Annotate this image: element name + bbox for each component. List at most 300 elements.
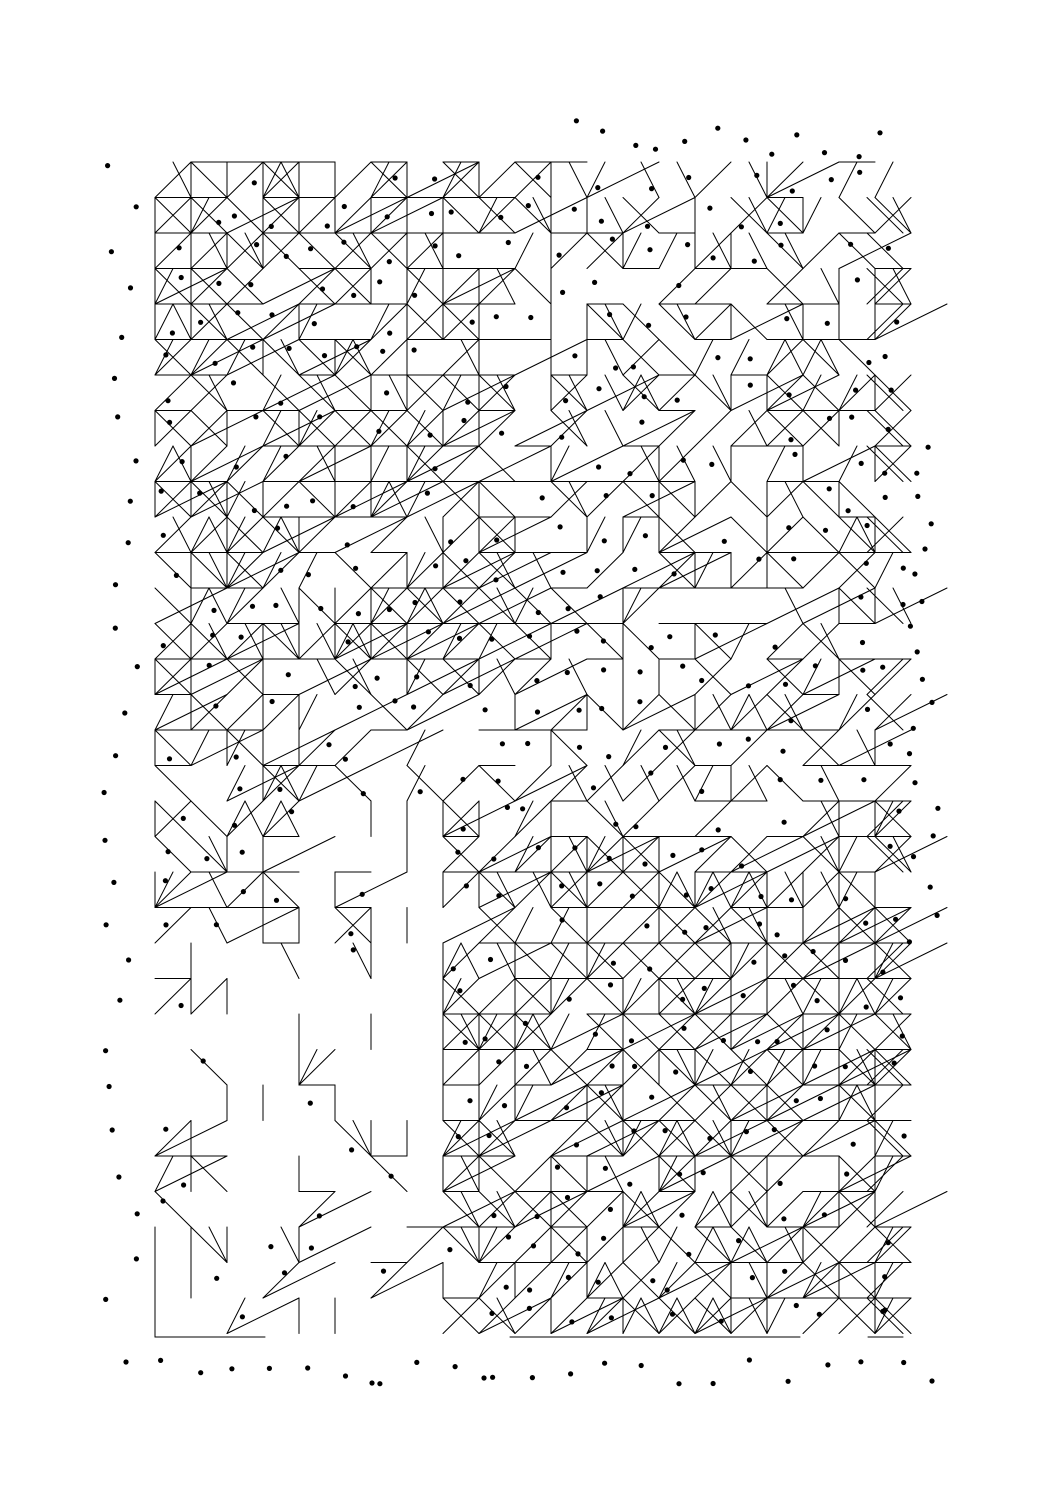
dot (377, 1381, 382, 1386)
dot (117, 998, 122, 1003)
dot (900, 1033, 905, 1038)
dot (354, 344, 359, 349)
dot (282, 1270, 287, 1275)
dot (920, 677, 925, 682)
dot (309, 1245, 314, 1250)
dot (387, 331, 392, 336)
dot (883, 495, 888, 500)
dot (825, 321, 830, 326)
dot (757, 921, 762, 926)
dot (681, 1026, 686, 1031)
dot (639, 420, 644, 425)
dot (788, 718, 793, 723)
dot (214, 922, 219, 927)
dot (715, 126, 720, 131)
dot (858, 1359, 863, 1364)
dot (670, 1312, 675, 1317)
dot (231, 380, 236, 385)
dot (607, 856, 612, 861)
dot (325, 223, 330, 228)
dot (815, 998, 820, 1003)
dot (822, 150, 827, 155)
dot (269, 312, 274, 317)
dot (493, 577, 498, 582)
dot (843, 896, 848, 901)
dot (746, 737, 751, 742)
dot (752, 259, 757, 264)
dot (534, 678, 539, 683)
dot (888, 741, 893, 746)
dot (380, 349, 385, 354)
dot (755, 1039, 760, 1044)
dot (670, 853, 675, 858)
dot (275, 526, 280, 531)
dot (306, 572, 311, 577)
dot (604, 493, 609, 498)
dot (252, 508, 257, 513)
dot (540, 495, 545, 500)
dot (432, 466, 437, 471)
dot (113, 753, 118, 758)
dot (857, 170, 862, 175)
dot (667, 634, 672, 639)
dot (165, 398, 170, 403)
dot (216, 281, 221, 286)
dot (610, 237, 615, 242)
dot (685, 242, 690, 247)
dot (912, 571, 917, 576)
dot (886, 246, 891, 251)
dot (527, 1306, 532, 1311)
dot (675, 398, 680, 403)
dot (268, 1244, 273, 1249)
dot (135, 1211, 140, 1216)
dot (825, 1027, 830, 1032)
dot (253, 414, 258, 419)
dot (823, 528, 828, 533)
dot (483, 707, 488, 712)
dot (113, 582, 118, 587)
dot (931, 833, 936, 838)
dot (613, 822, 618, 827)
dot (715, 355, 720, 360)
dot (644, 923, 649, 928)
dot (754, 173, 759, 178)
dot (133, 458, 138, 463)
dot (235, 310, 240, 315)
dot (787, 392, 792, 397)
dot (122, 710, 127, 715)
dot (928, 885, 933, 890)
dot (317, 1213, 322, 1218)
dot (886, 1240, 891, 1245)
dot (673, 1069, 678, 1074)
dot (883, 354, 888, 359)
dot (456, 253, 461, 258)
dot (496, 893, 501, 898)
dot (167, 420, 172, 425)
dot (535, 709, 540, 714)
dot (633, 143, 638, 148)
dot (597, 881, 602, 886)
dot (349, 1147, 354, 1152)
dot (237, 786, 242, 791)
dot (488, 957, 493, 962)
dot (496, 779, 501, 784)
dot (908, 624, 913, 629)
dot (234, 754, 239, 759)
dot (600, 129, 605, 134)
dot (565, 670, 570, 675)
dot (769, 152, 774, 157)
dot (289, 809, 294, 814)
dot (177, 245, 182, 250)
dot (711, 1381, 716, 1386)
dot (270, 699, 275, 704)
dot (385, 214, 390, 219)
dot (560, 917, 565, 922)
dot (376, 429, 381, 434)
dot (170, 330, 175, 335)
dot (608, 982, 613, 987)
dot (447, 1247, 452, 1252)
dot (284, 504, 289, 509)
dot (103, 1297, 108, 1302)
dot (719, 1319, 724, 1324)
dot (684, 892, 689, 897)
dot (912, 780, 917, 785)
dot (572, 207, 577, 212)
dot (613, 365, 618, 370)
dot (107, 1084, 112, 1089)
dot (751, 960, 756, 965)
dot (525, 741, 530, 746)
dot (179, 275, 184, 280)
dot (318, 606, 323, 611)
dot (818, 1096, 823, 1101)
dot (528, 315, 533, 320)
dot (907, 751, 912, 756)
dot (357, 705, 362, 710)
dot (563, 398, 568, 403)
dot (702, 986, 707, 991)
dot (491, 856, 496, 861)
dot (911, 726, 916, 731)
dot (160, 1198, 165, 1203)
dot (269, 224, 274, 229)
dot (929, 1378, 934, 1383)
dot (639, 1363, 644, 1368)
dot (102, 790, 107, 795)
dot (642, 861, 647, 866)
dot (864, 561, 869, 566)
dot (866, 360, 871, 365)
dot (812, 1063, 817, 1068)
dot (860, 640, 865, 645)
dot (181, 816, 186, 821)
dot (886, 427, 891, 432)
dot (817, 1312, 822, 1317)
dot (213, 361, 218, 366)
dot (481, 1375, 486, 1380)
dot (201, 1058, 206, 1063)
dot (748, 383, 753, 388)
dot (577, 708, 582, 713)
dot (115, 414, 120, 419)
dot (412, 293, 417, 298)
dot (468, 683, 473, 688)
dot (775, 932, 780, 937)
dot (679, 1213, 684, 1218)
dot (470, 320, 475, 325)
dot (601, 1236, 606, 1241)
dot (432, 176, 437, 181)
dot (351, 947, 356, 952)
dot (919, 599, 924, 604)
dot (929, 521, 934, 526)
dot (665, 1287, 670, 1292)
dot (119, 335, 124, 340)
dot (353, 684, 358, 689)
dot (167, 756, 172, 761)
dot (750, 1275, 755, 1280)
dot (791, 556, 796, 561)
dot (649, 186, 654, 191)
dot (794, 132, 799, 137)
dot (496, 1059, 501, 1064)
dot (739, 224, 744, 229)
dot (649, 1095, 654, 1100)
dot (794, 1098, 799, 1103)
dot (536, 845, 541, 850)
dot (103, 1048, 108, 1053)
dot (829, 177, 834, 182)
dot (782, 1269, 787, 1274)
dot (595, 185, 600, 190)
dot (907, 939, 912, 944)
dot (254, 242, 259, 247)
dot (663, 745, 668, 750)
dot (709, 886, 714, 891)
dot (599, 1090, 604, 1095)
dot (343, 1373, 348, 1378)
dot (163, 922, 168, 927)
dot (491, 1213, 496, 1218)
dot (877, 130, 882, 135)
dot (859, 461, 864, 466)
dot (174, 573, 179, 578)
dot (699, 847, 704, 852)
dot (351, 504, 356, 509)
dot (632, 1064, 637, 1069)
dot (414, 674, 419, 679)
dot (632, 567, 637, 572)
dot (577, 745, 582, 750)
dot (882, 1274, 887, 1279)
dot (609, 1315, 614, 1320)
dot (827, 486, 832, 491)
dot (846, 508, 851, 513)
dot (393, 175, 398, 180)
dot (250, 604, 255, 609)
dot (682, 139, 687, 144)
dot (748, 1069, 753, 1074)
dot (345, 542, 350, 547)
dot (198, 1370, 203, 1375)
dot (813, 663, 818, 668)
dot (922, 546, 927, 551)
dot (782, 953, 787, 958)
dot (649, 645, 654, 650)
dot (527, 1287, 532, 1292)
dot (564, 1105, 569, 1110)
dot (348, 931, 353, 936)
dot (273, 603, 278, 608)
dot (369, 1380, 374, 1385)
dot (109, 249, 114, 254)
dot (181, 1182, 186, 1187)
dot (305, 1365, 310, 1370)
dot (865, 707, 870, 712)
dot (701, 1170, 706, 1175)
dot (163, 1127, 168, 1132)
dot (739, 863, 744, 868)
dot (163, 352, 168, 357)
dot (520, 806, 525, 811)
dot (566, 606, 571, 611)
dot (555, 1165, 560, 1170)
dot (456, 1134, 461, 1139)
dot (204, 856, 209, 861)
dot (633, 824, 638, 829)
dot (682, 930, 687, 935)
dot (672, 571, 677, 576)
dot (116, 1174, 121, 1179)
dot (506, 240, 511, 245)
dot (375, 676, 380, 681)
dot (240, 850, 245, 855)
dot (392, 698, 397, 703)
dot (211, 608, 216, 613)
dot (312, 321, 317, 326)
dot (858, 594, 863, 599)
dot (535, 1214, 540, 1219)
dot (426, 629, 431, 634)
dot (882, 1307, 887, 1312)
dot (574, 1142, 579, 1147)
dot (387, 607, 392, 612)
dot (128, 499, 133, 504)
dot (772, 1127, 777, 1132)
dot (844, 1171, 849, 1176)
dot (353, 566, 358, 571)
dot (278, 568, 283, 573)
dot (880, 970, 885, 975)
dot (102, 838, 107, 843)
dot (567, 997, 572, 1002)
dot (389, 1174, 394, 1179)
dot (611, 961, 616, 966)
dot (663, 1128, 668, 1133)
dot (880, 665, 885, 670)
dot (277, 787, 282, 792)
dot (781, 1216, 786, 1221)
dot (104, 922, 109, 927)
dot (601, 638, 606, 643)
dot (250, 345, 255, 350)
dot (568, 1371, 573, 1376)
dot (653, 147, 658, 152)
dot (686, 175, 691, 180)
dot (487, 1133, 492, 1138)
dot (267, 1366, 272, 1371)
dot (849, 415, 854, 420)
dot (855, 277, 860, 282)
dot (351, 293, 356, 298)
dot (789, 897, 794, 902)
dot (248, 282, 253, 287)
dot (935, 913, 940, 918)
dot (650, 1278, 655, 1283)
dot (128, 285, 133, 290)
dot (240, 1314, 245, 1319)
dot (126, 540, 131, 545)
dot (113, 626, 118, 631)
dot (794, 1303, 799, 1308)
dot (848, 242, 853, 247)
dot (565, 1195, 570, 1200)
dot (229, 1366, 234, 1371)
dot (498, 215, 503, 220)
dot (681, 458, 686, 463)
dot (601, 667, 606, 672)
dot (898, 995, 903, 1000)
dot (560, 570, 565, 575)
dot (676, 1381, 681, 1386)
dot (433, 243, 438, 248)
dot (500, 741, 505, 746)
dot (535, 175, 540, 180)
dot (786, 1379, 791, 1384)
dot (901, 1360, 906, 1365)
dot (377, 279, 382, 284)
dot (326, 742, 331, 747)
dot (210, 633, 215, 638)
dot (709, 462, 714, 467)
dot (361, 791, 366, 796)
dot (274, 898, 279, 903)
dot (901, 566, 906, 571)
dot (134, 1256, 139, 1261)
dot (411, 704, 416, 709)
dot (717, 741, 722, 746)
dot (591, 785, 596, 790)
dot (530, 1375, 535, 1380)
dot (158, 1358, 163, 1363)
dot (599, 706, 604, 711)
dot (743, 137, 748, 142)
dot (449, 209, 454, 214)
dot (791, 983, 796, 988)
dot (631, 364, 636, 369)
dot (457, 988, 462, 993)
dot (713, 632, 718, 637)
dot (818, 778, 823, 783)
dot (683, 314, 688, 319)
dot (461, 418, 466, 423)
dot (134, 204, 139, 209)
dot (863, 921, 868, 926)
